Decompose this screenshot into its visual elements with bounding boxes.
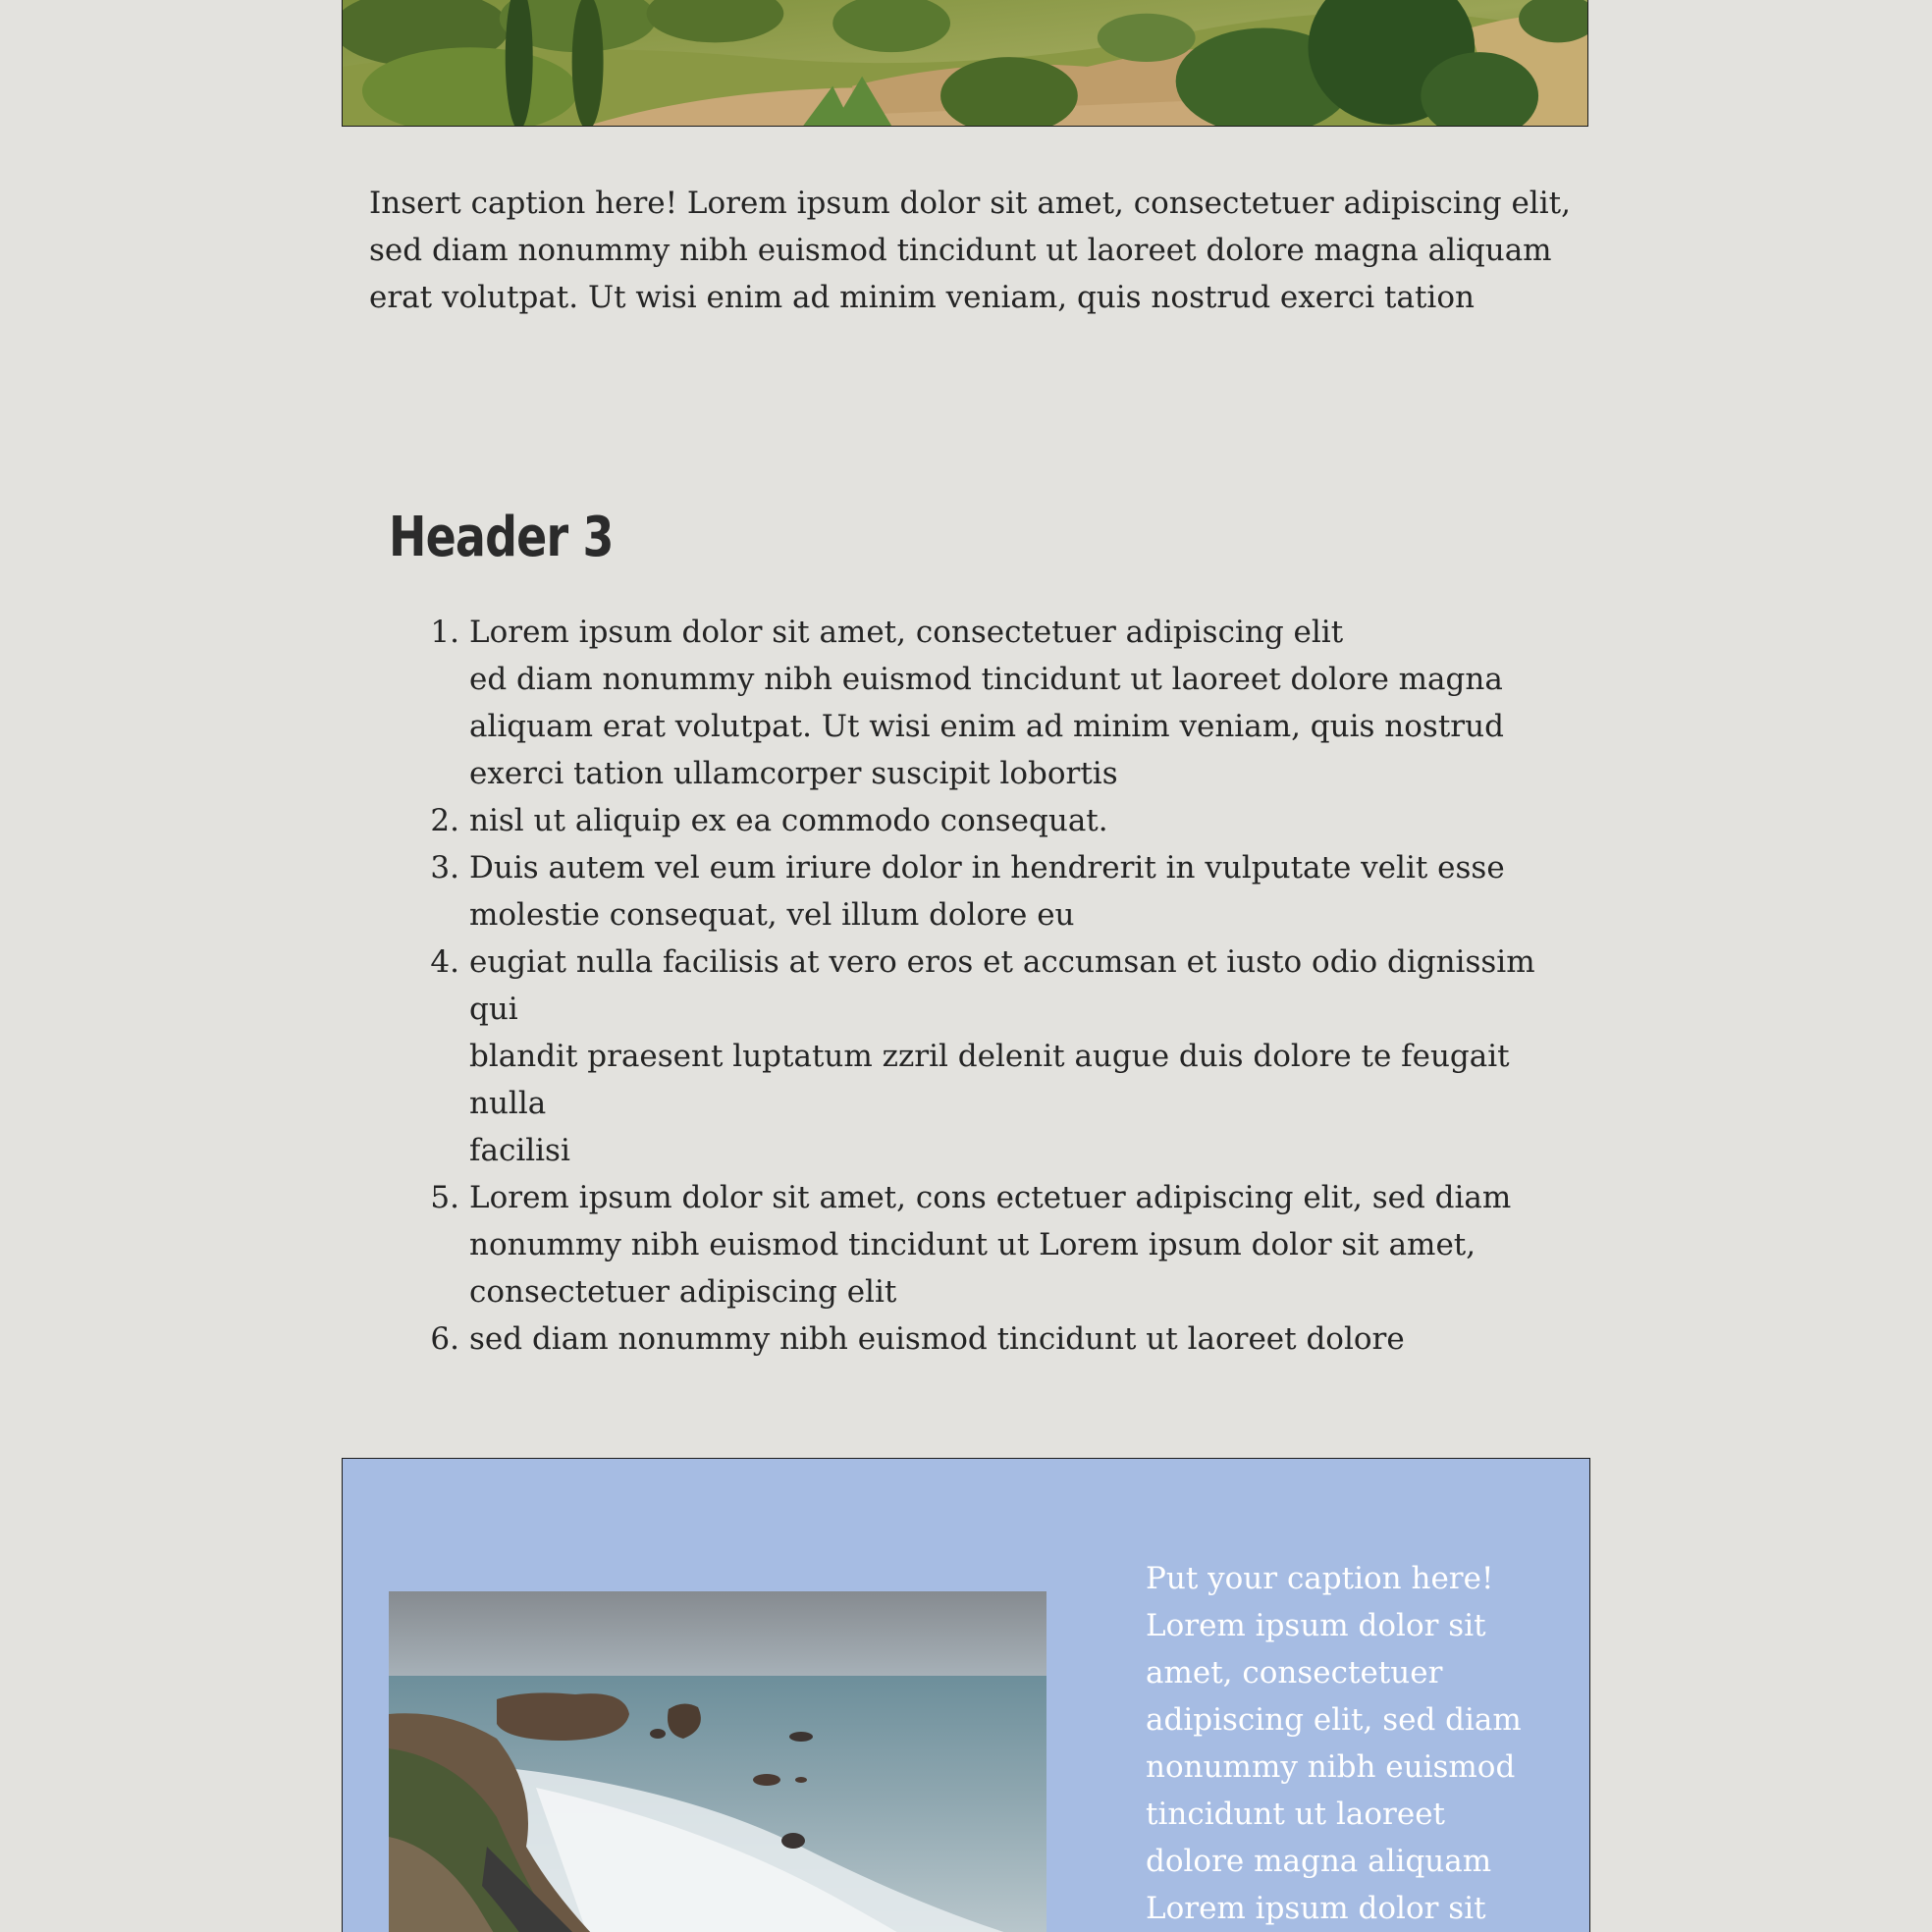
feature-caption-line: Lorem ipsum dolor sit xyxy=(1146,1608,1486,1643)
image-caption: Insert caption here! Lorem ipsum dolor sit amet, consectetuer adipiscing elit, sed diam nonummy nibh euismod tincidunt ut laoreet dolore magna aliquam erat volutpat. Ut wisi enim ad minim veniam, quis nostrud exerci tation xyxy=(369,186,1571,315)
list-item xyxy=(430,1174,1579,1315)
list-item-number: 5. xyxy=(430,1180,459,1215)
list-item xyxy=(430,1315,1579,1363)
section-header: Header 3 xyxy=(389,506,614,569)
top-landscape-image xyxy=(342,0,1588,127)
coastline-image xyxy=(389,1591,1046,1932)
list-item-line: aliquam erat volutpat. Ut wisi enim ad minim veniam, quis nostrud xyxy=(469,709,1504,744)
list-item-line: consectetuer adipiscing elit xyxy=(469,1274,897,1310)
list-item-line: blandit praesent luptatum zzril delenit augue duis dolore te feugait nulla xyxy=(469,1039,1510,1121)
list-item xyxy=(430,797,1579,844)
list-item-number: 4. xyxy=(430,944,459,980)
feature-caption-line: tincidunt ut laoreet xyxy=(1146,1797,1446,1832)
list-item-number: 6. xyxy=(430,1321,459,1357)
list-item-line: ed diam nonummy nibh euismod tincidunt ut laoreet dolore magna xyxy=(469,662,1503,697)
feature-caption-line: Put your caption here! xyxy=(1146,1561,1494,1596)
list-item-line: Lorem ipsum dolor sit amet, consectetuer adipiscing elit xyxy=(469,615,1344,650)
feature-caption-line: adipiscing elit, sed diam xyxy=(1146,1702,1522,1738)
feature-caption-line: nonummy nibh euismod xyxy=(1146,1749,1516,1785)
list-item-line: nisl ut aliquip ex ea commodo consequat. xyxy=(469,803,1108,838)
numbered-list xyxy=(430,609,1579,1363)
list-item-number: 1. xyxy=(430,615,459,650)
list-item-line: eugiat nulla facilisis at vero eros et accumsan et iusto odio dignissim qui xyxy=(469,944,1535,1027)
feature-box xyxy=(342,1458,1590,1932)
list-item-line: nonummy nibh euismod tincidunt ut Lorem ipsum dolor sit amet, xyxy=(469,1227,1476,1262)
feature-caption-line: dolore magna aliquam xyxy=(1146,1844,1492,1879)
list-item xyxy=(430,844,1579,939)
list-item-number: 3. xyxy=(430,850,459,886)
list-item-line: facilisi xyxy=(469,1133,570,1168)
list-item-line: Duis autem vel eum iriure dolor in hendrerit in vulputate velit esse xyxy=(469,850,1505,886)
feature-caption-line: Lorem ipsum dolor sit xyxy=(1146,1891,1486,1926)
list-item-line: Lorem ipsum dolor sit amet, cons ectetuer adipiscing elit, sed diam xyxy=(469,1180,1512,1215)
feature-caption xyxy=(1146,1555,1558,1932)
list-item-number: 2. xyxy=(430,803,459,838)
list-item xyxy=(430,939,1579,1174)
list-item xyxy=(430,609,1579,797)
list-item-line: sed diam nonummy nibh euismod tincidunt ut laoreet dolore xyxy=(469,1321,1405,1357)
list-item-line: exerci tation ullamcorper suscipit lobortis xyxy=(469,756,1118,791)
list-item-line: molestie consequat, vel illum dolore eu xyxy=(469,897,1075,933)
feature-caption-line: amet, consectetuer xyxy=(1146,1655,1443,1690)
